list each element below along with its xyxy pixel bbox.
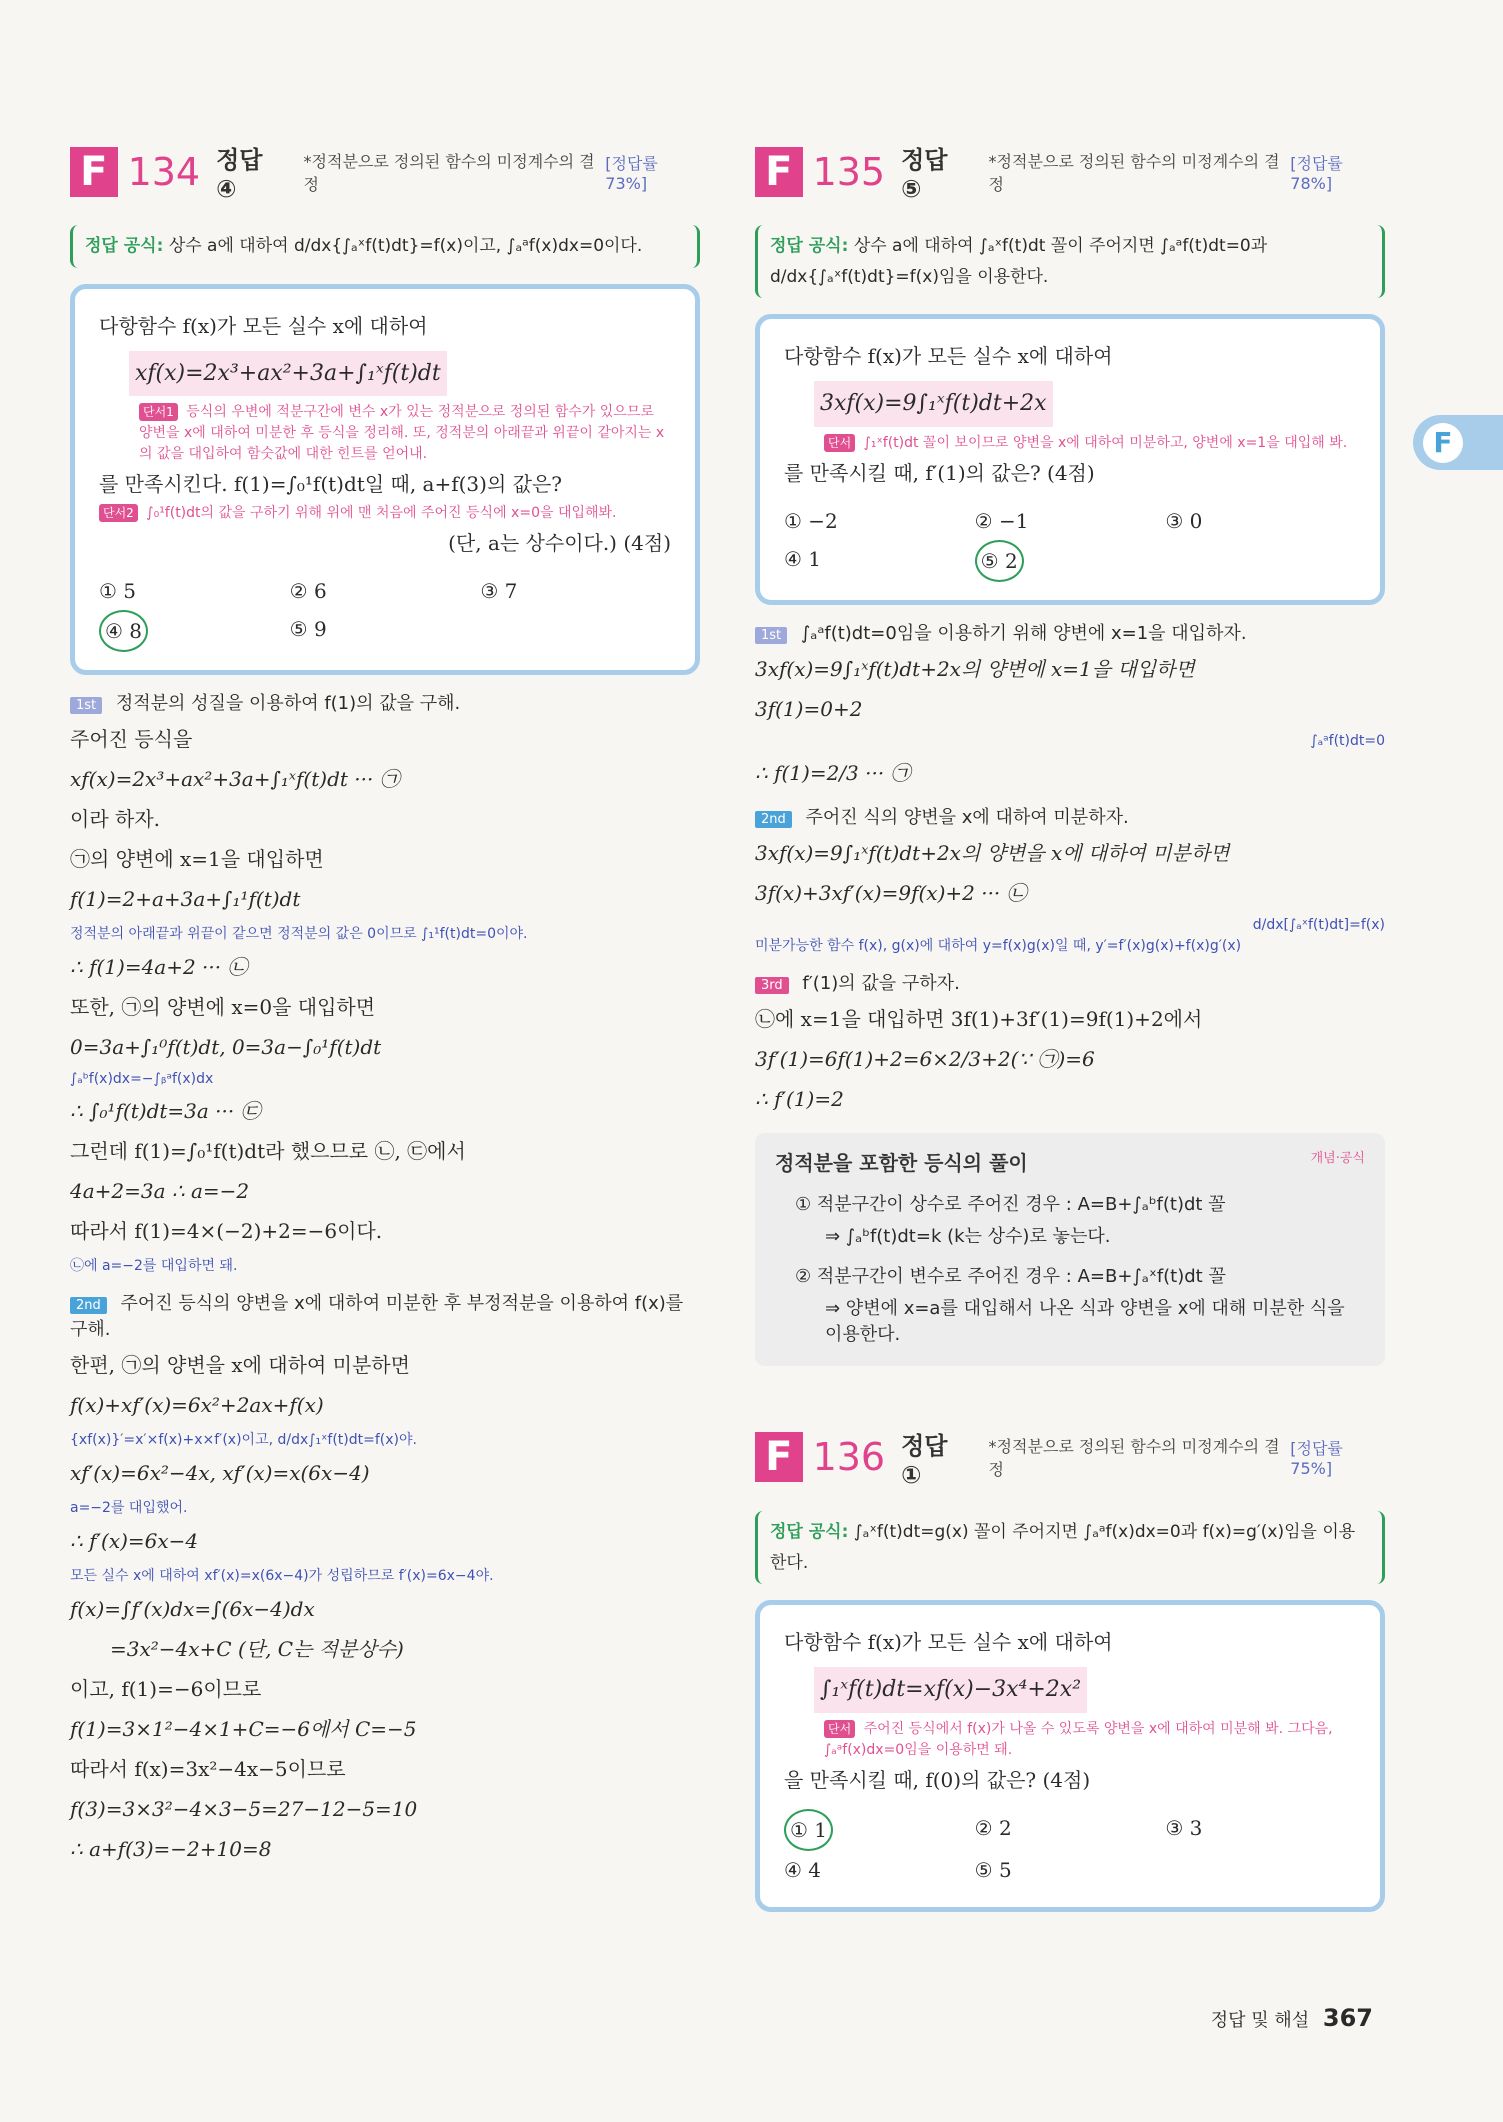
side-note: {xf(x)}′=x′×f(x)+x×f′(x)이고, d/dx∫₁ˣf(t)dt=f(x)야.	[70, 1432, 417, 1449]
side-note: a=−2를 대입했어.	[70, 1500, 188, 1517]
side-note: ㉡에 a=−2를 대입하면 돼.	[70, 1258, 238, 1275]
hint-1: 단서1 등식의 우변에 적분구간에 변수 x가 있는 정적분으로 정의된 함수가 있으므로 양변을 x에 대하여 미분한 후 등식을 정리해. 또, 정적분의 아래끝과 위끝이 같아지는 x의 값을 대입하여 함숫값에 대한 힌트를 얻어내.	[139, 404, 665, 463]
solution-line: 또한, ㉠의 양변에 x=0을 대입하면	[70, 995, 376, 1020]
solution-line: 따라서 f(1)=4×(−2)+2=−6이다.	[70, 1219, 383, 1244]
formula-label: 정답 공식:	[770, 236, 849, 256]
concept-tag: 개념·공식	[1310, 1150, 1365, 1166]
section-tab-letter: F	[1423, 423, 1463, 463]
solution-line: xf(x)=2x³+ax²+3a+∫₁ˣf(t)dt ··· ㉠	[70, 767, 400, 792]
hint-tag: 단서	[824, 1720, 855, 1738]
section-badge: F	[755, 147, 803, 197]
page-footer	[1211, 2004, 1373, 2032]
solution-line: ∴ f′(x)=6x−4	[70, 1529, 199, 1554]
solution-line: ∴ f(1)=2/3 ··· ㉠	[755, 760, 911, 785]
section-badge: F	[755, 1432, 803, 1482]
problem-equation: 3xf(x)=9∫₁ˣf(t)dt+2x	[814, 381, 1053, 427]
choices	[784, 1809, 1356, 1889]
side-note: ∫ₐᵇf(x)dx=−∫ᵦᵃf(x)dx	[70, 1071, 214, 1088]
choice-5: ⑤ 5	[974, 1857, 1012, 1882]
section-badge: F	[70, 147, 118, 197]
question-number: 135	[812, 149, 886, 194]
formula-text: 상수 a에 대하여 ∫ₐˣf(t)dt 꼴이 주어지면 ∫ₐᵃf(t)dt=0과 d/dx{∫ₐˣf(t)dt}=f(x)임을 이용한다.	[770, 236, 1268, 287]
accuracy-rate: [정답률 73%]	[605, 153, 658, 193]
solution-line: 이고, f(1)=−6이므로	[70, 1677, 262, 1702]
topic: *정적분으로 정의된 함수의 미정계수의 결정	[988, 151, 1280, 194]
problem-box	[755, 314, 1385, 605]
question-134	[70, 140, 700, 1873]
solution-line: =3x²−4x+C (단, C는 적분상수)	[110, 1637, 404, 1662]
solution-line: 그런데 f(1)=∫₀¹f(t)dt라 했으므로 ㉡, ㉢에서	[70, 1139, 466, 1164]
solution-line: ㉡에 x=1을 대입하면 3f(1)+3f′(1)=9f(1)+2에서	[755, 1006, 1203, 1031]
choice-3: ③ 7	[480, 579, 518, 604]
solution-line: ∴ a+f(3)=−2+10=8	[70, 1837, 272, 1862]
choice-1-correct: ① 1	[784, 1809, 833, 1851]
answer-label: 정답 ⑤	[901, 146, 948, 203]
choice-5: ⑤ 9	[289, 617, 327, 642]
choice-1: ① 5	[99, 579, 137, 604]
step-badge: 2nd	[755, 811, 792, 828]
choice-2: ② 2	[974, 1815, 1012, 1840]
solution-line: 따라서 f(x)=3x²−4x−5이므로	[70, 1757, 346, 1782]
solution-line: f(1)=3×1²−4×1+C=−6에서 C=−5	[70, 1717, 417, 1742]
formula-text: ∫ₐˣf(t)dt=g(x) 꼴이 주어지면 ∫ₐᵃf(x)dx=0과 f(x)=g′(x)임을 이용한다.	[770, 1521, 1356, 1573]
topic: *정적분으로 정의된 함수의 미정계수의 결정	[303, 151, 595, 194]
choice-4-correct: ④ 8	[99, 610, 148, 652]
concept-title: 정적분을 포함한 등식의 풀이	[775, 1150, 1028, 1175]
step-2: 2nd 주어진 식의 양변을 x에 대하여 미분하자.	[755, 803, 1385, 829]
solution-line: 0=3a+∫₁⁰f(t)dt, 0=3a−∫₀¹f(t)dt	[70, 1035, 382, 1060]
step-badge: 3rd	[755, 977, 789, 994]
formula-label: 정답 공식:	[85, 236, 164, 256]
formula-label: 정답 공식:	[770, 1521, 849, 1542]
hint-2: 단서2 ∫₀¹f(t)dt의 값을 구하기 위해 위에 맨 처음에 주어진 등식에 x=0을 대입해봐.	[99, 503, 671, 524]
solution-line: 3f(1)=0+2	[755, 696, 863, 721]
solution-line: 이라 하자.	[70, 807, 160, 832]
problem-box	[70, 284, 700, 676]
solution-line: 3f′(1)=6f(1)+2=6×2/3+2(∵ ㉠)=6	[755, 1046, 1095, 1071]
problem-equation: xf(x)=2x³+ax²+3a+∫₁ˣf(t)dt	[129, 351, 447, 397]
formula-text: 상수 a에 대하여 d/dx{∫ₐˣf(t)dt}=f(x)이고, ∫ₐᵃf(x)dx=0이다.	[168, 236, 643, 256]
question-number: 136	[812, 1435, 886, 1480]
side-note: d/dx[∫ₐˣf(t)dt]=f(x)	[1252, 916, 1385, 933]
answer-label: 정답 ①	[901, 1431, 948, 1489]
page-number: 367	[1322, 2004, 1373, 2032]
solution-line: ∴ f(1)=4a+2 ··· ㉡	[70, 955, 248, 980]
solution-line: 3f(x)+3xf′(x)=9f(x)+2 ··· ㉡	[755, 880, 1027, 905]
step-badge: 2nd	[70, 1297, 107, 1314]
concept-sub: ⇒ ∫ₐᵇf(t)dt=k (k는 상수)로 놓는다.	[825, 1225, 1111, 1247]
solution-line: ∴ ∫₀¹f(t)dt=3a ··· ㉢	[70, 1099, 261, 1124]
hint: 단서 주어진 등식에서 f(x)가 나올 수 있도록 양변을 x에 대하여 미분해 봐. 그다음, ∫ₐᵃf(x)dx=0임을 이용하면 돼.	[824, 1720, 1333, 1758]
solution-line: 4a+2=3a ∴ a=−2	[70, 1179, 250, 1204]
hint-tag: 단서2	[99, 504, 138, 522]
step-badge: 1st	[70, 697, 102, 714]
choice-3: ③ 0	[1165, 508, 1203, 533]
hint-tag: 단서1	[139, 403, 178, 421]
choice-5-correct: ⑤ 2	[975, 540, 1024, 582]
footer-label: 정답 및 해설	[1210, 2010, 1310, 2031]
choices	[99, 572, 671, 652]
problem-text: 다항함수 f(x)가 모든 실수 x에 대하여	[784, 1630, 1113, 1655]
concept-sub: ⇒ 양변에 x=a를 대입해서 나온 식과 양변을 x에 대해 미분한 식을 이용한다.	[825, 1297, 1345, 1345]
topic: *정적분으로 정의된 함수의 미정계수의 결정	[988, 1437, 1280, 1480]
choices	[784, 502, 1356, 582]
solution-line: 주어진 등식을	[70, 727, 193, 752]
section-tab	[1413, 415, 1503, 470]
step-badge: 1st	[755, 627, 787, 644]
answer-label: 정답 ④	[216, 146, 263, 203]
step-1: 1st ∫ₐᵃf(t)dt=0임을 이용하기 위해 양변에 x=1을 대입하자.	[755, 619, 1385, 645]
choice-3: ③ 3	[1165, 1815, 1203, 1840]
answer-formula	[755, 225, 1385, 298]
question-number: 134	[127, 149, 201, 194]
solution-line: f(x)=∫f′(x)dx=∫(6x−4)dx	[70, 1597, 315, 1622]
problem-question: 를 만족시킨다. f(1)=∫₀¹f(t)dt일 때, a+f(3)의 값은?	[99, 472, 562, 497]
side-note: 정적분의 아래끝과 위끝이 같으면 정적분의 값은 0이므로 ∫₁¹f(t)dt=0이야.	[70, 926, 528, 943]
answer-formula	[755, 1511, 1385, 1584]
step-1: 1st 정적분의 성질을 이용하여 f(1)의 값을 구해.	[70, 689, 700, 715]
hint: 단서 ∫₁ˣf(t)dt 꼴이 보이므로 양변을 x에 대하여 미분하고, 양변에 x=1을 대입해 봐.	[824, 433, 1356, 454]
choice-1: ① −2	[784, 508, 838, 533]
question-136	[755, 1426, 1385, 1912]
solution-line: xf′(x)=6x²−4x, xf′(x)=x(6x−4)	[70, 1461, 370, 1486]
problem-text: 다항함수 f(x)가 모든 실수 x에 대하여	[99, 313, 428, 338]
answer-formula	[70, 225, 700, 268]
problem-box	[755, 1600, 1385, 1912]
solution-line: ㉠의 양변에 x=1을 대입하면	[70, 847, 324, 872]
accuracy-rate: [정답률 75%]	[1290, 1439, 1343, 1479]
question-header	[755, 140, 1385, 203]
concept-item: ② 적분구간이 변수로 주어진 경우 : A=B+∫ₐˣf(t)dt 꼴	[795, 1265, 1226, 1287]
solution-line: 한편, ㉠의 양변을 x에 대하여 미분하면	[70, 1353, 410, 1378]
problem-text: 다항함수 f(x)가 모든 실수 x에 대하여	[784, 344, 1113, 369]
side-note: 모든 실수 x에 대하여 xf′(x)=x(6x−4)가 성립하므로 f′(x)=6x−4야.	[70, 1568, 494, 1585]
step-3: 3rd f′(1)의 값을 구하자.	[755, 969, 1385, 995]
question-header	[70, 140, 700, 203]
side-note: ∫ₐᵃf(t)dt=0	[1310, 732, 1385, 749]
hint-tag: 단서	[824, 434, 855, 452]
solution-line: 3xf(x)=9∫₁ˣf(t)dt+2x의 양변을 x에 대하여 미분하면	[755, 840, 1230, 865]
question-header	[755, 1426, 1385, 1489]
accuracy-rate: [정답률 78%]	[1290, 153, 1343, 193]
problem-equation: ∫₁ˣf(t)dt=xf(x)−3x⁴+2x²	[814, 1667, 1087, 1713]
side-note: 미분가능한 함수 f(x), g(x)에 대하여 y=f(x)g(x)일 때, y′=f′(x)g(x)+f(x)g′(x)	[755, 937, 1242, 954]
step-2: 2nd 주어진 등식의 양변을 x에 대하여 미분한 후 부정적분을 이용하여 f(x)를 구해.	[70, 1293, 684, 1341]
solution-line: f(x)+xf′(x)=6x²+2ax+f(x)	[70, 1393, 324, 1418]
choice-2: ② 6	[289, 579, 327, 604]
choice-4: ④ 1	[784, 546, 822, 571]
concept-item: ① 적분구간이 상수로 주어진 경우 : A=B+∫ₐᵇf(t)dt 꼴	[795, 1193, 1226, 1215]
concept-box	[755, 1133, 1385, 1366]
choice-4: ④ 4	[784, 1857, 822, 1882]
problem-question: 를 만족시킬 때, f′(1)의 값은? (4점)	[784, 460, 1095, 485]
solution-line: ∴ f′(1)=2	[755, 1086, 844, 1111]
solution-line: f(1)=2+a+3a+∫₁¹f(t)dt	[70, 887, 301, 912]
problem-condition: (단, a는 상수이다.) (4점)	[448, 531, 671, 556]
choice-2: ② −1	[974, 508, 1029, 533]
solution-line: f(3)=3×3²−4×3−5=27−12−5=10	[70, 1797, 418, 1822]
problem-question: 을 만족시킬 때, f(0)의 값은? (4점)	[784, 1767, 1091, 1792]
question-135	[755, 140, 1385, 1912]
solution-line: 3xf(x)=9∫₁ˣf(t)dt+2x의 양변에 x=1을 대입하면	[755, 656, 1195, 681]
